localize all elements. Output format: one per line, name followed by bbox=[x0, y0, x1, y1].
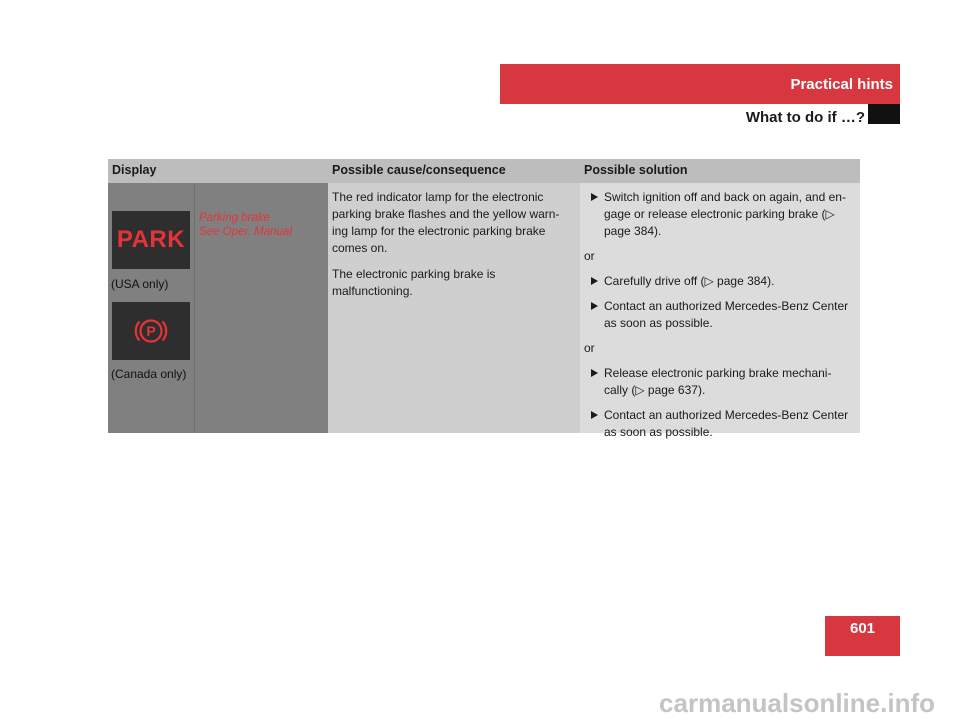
solution-step-1 bbox=[584, 189, 854, 240]
display-icons-cell bbox=[108, 183, 195, 433]
solution-step-4 bbox=[584, 365, 854, 399]
table-row bbox=[108, 183, 860, 439]
solution-step-5 bbox=[584, 407, 854, 441]
park-warning-icon bbox=[112, 211, 190, 269]
display-message-line-2: See Oper. Manual bbox=[199, 226, 292, 238]
display-message-line-1: Parking brake bbox=[199, 212, 270, 224]
bullet-triangle-icon bbox=[584, 365, 604, 399]
column-header-cause: Possible cause/consequence bbox=[332, 163, 506, 177]
canada-only-caption: (Canada only) bbox=[111, 367, 187, 381]
or-separator-2: or bbox=[584, 341, 595, 355]
solution-step-2 bbox=[584, 273, 854, 290]
bullet-triangle-icon bbox=[584, 298, 604, 332]
display-message bbox=[199, 211, 292, 239]
cause-paragraph-1: The red indicator lamp for the electronic parking brake flashes and the yellow warn-ing lamp for the electronic parking brake comes on. bbox=[332, 190, 560, 255]
bullet-triangle-icon bbox=[584, 189, 604, 240]
cause-paragraph-2: The electronic parking brake is malfunctioning. bbox=[332, 267, 496, 298]
parking-brake-warning-icon bbox=[112, 302, 190, 360]
cause-cell bbox=[328, 183, 580, 433]
solution-step-3-text: Contact an authorized Mercedes-Benz Center as soon as possible. bbox=[604, 299, 849, 330]
solution-step-2-text: Carefully drive off (▷ page 384). bbox=[604, 274, 775, 288]
svg-text:P: P bbox=[146, 323, 156, 339]
or-separator-1: or bbox=[584, 249, 595, 263]
section-title: Practical hints bbox=[790, 75, 893, 93]
troubleshooting-table bbox=[108, 159, 860, 439]
solution-step-1-text: Switch ignition off and back on again, and en-gage or release electronic parking brake (▷ page 384). bbox=[604, 190, 846, 238]
header-marker bbox=[868, 104, 900, 124]
subsection-title: What to do if …? bbox=[745, 108, 865, 126]
column-header-display: Display bbox=[112, 163, 157, 177]
usa-only-caption: (USA only) bbox=[111, 277, 169, 291]
watermark: carmanualsonline.info bbox=[659, 687, 935, 718]
solution-step-5-text: Contact an authorized Mercedes-Benz Center as soon as possible. bbox=[604, 408, 849, 439]
table-header bbox=[108, 159, 860, 183]
display-message-cell bbox=[195, 183, 328, 433]
solution-step-4-text: Release electronic parking brake mechani-cally (▷ page 637). bbox=[604, 366, 832, 397]
column-header-solution: Possible solution bbox=[584, 163, 688, 177]
page-number: 601 bbox=[849, 619, 876, 637]
solution-cell bbox=[580, 183, 860, 439]
bullet-triangle-icon bbox=[584, 407, 604, 441]
solution-step-3 bbox=[584, 298, 854, 332]
display-cell bbox=[108, 183, 328, 433]
park-icon-text: PARK bbox=[116, 226, 186, 253]
bullet-triangle-icon bbox=[584, 273, 604, 290]
